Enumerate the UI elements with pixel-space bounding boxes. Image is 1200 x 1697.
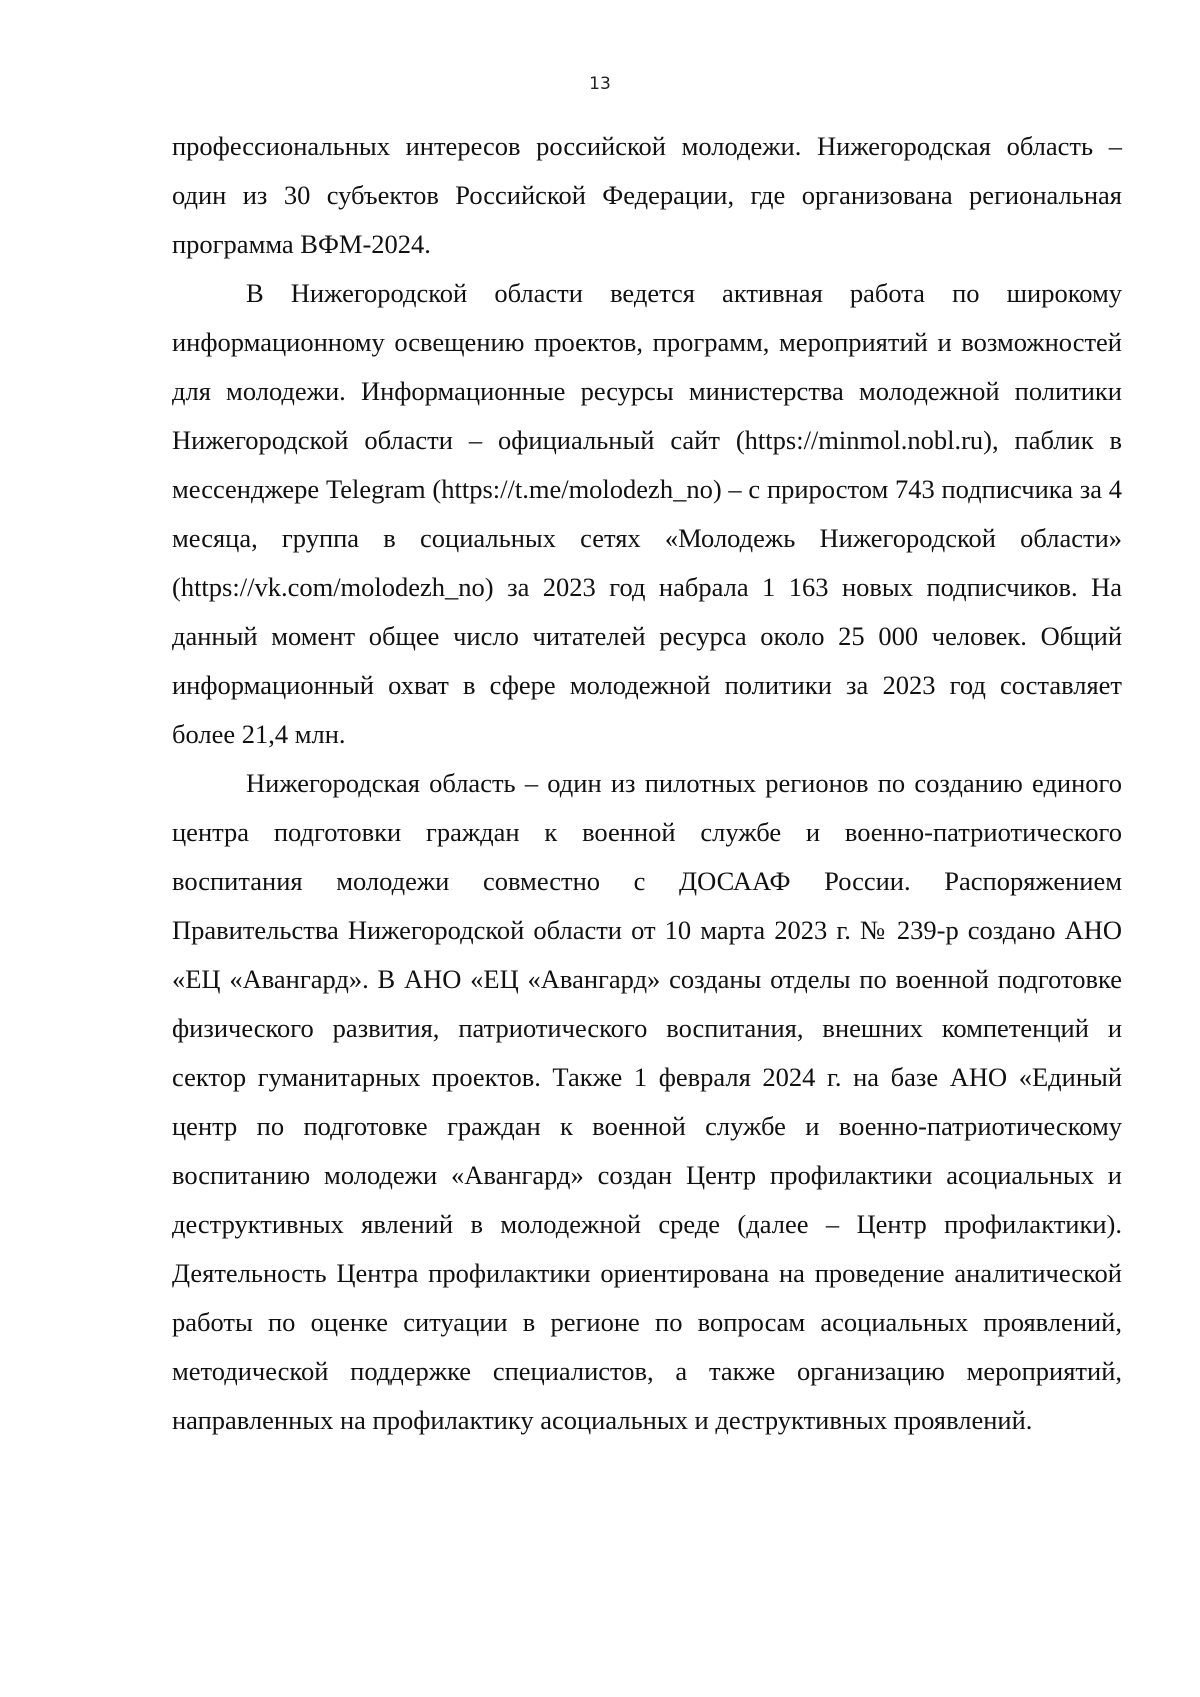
paragraph-information-resources: В Нижегородской области ведется активная работа по широкому информационному освещению проектов, программ, мероприятий и возможностей для молодежи. Информационные ресурсы министерства молодежной политики Нижегородской области – официальный сайт (https://minmol.nobl.ru), паблик в мессенджере Telegram (https://t.me/molodezh_no) – с приростом 743 подписчика за 4 месяца, группа в социальных сетях «Молодежь Нижегородской области» (https://vk.com/molodezh_no) за 2023 год набрала 1 163 новых подписчиков. На данный момент общее число читателей ресурса около 25 000 человек. Общий информационный охват в сфере молодежной политики за 2023 год составляет более 21,4 млн. bbox=[172, 278, 1122, 749]
paragraph-avangard-center: Нижегородская область – один из пилотных регионов по созданию единого центра подготовки граждан к военной службе и военно-патриотического воспитания молодежи совместно с ДОСААФ России. Распоряжением Правительства Нижегородской области от 10 марта 2023 г. № 239-р создано АНО «ЕЦ «Авангард». В АНО «ЕЦ «Авангард» созданы отделы по военной подготовке физического развития, патриотического воспитания, внешних компетенций и сектор гуманитарных проектов. Также 1 февраля 2024 г. на базе АНО «Единый центр по подготовке граждан к военной службе и военно-патриотическому воспитанию молодежи «Авангард» создан Центр профилактики асоциальных и деструктивных явлений в молодежной среде (далее – Центр профилактики). Деятельность Центра профилактики ориентирована на проведение аналитической работы по оценке ситуации в регионе по вопросам асоциальных проявлений, методической поддержке специалистов, а также организацию мероприятий, направленных на профилактику асоциальных и деструктивных проявлений. bbox=[172, 768, 1122, 1435]
paragraph-continuation: профессиональных интересов российской молодежи. Нижегородская область – один из 30 субъектов Российской Федерации, где организована региональная программа ВФМ-2024. bbox=[172, 131, 1122, 259]
document-body bbox=[172, 122, 1122, 1445]
page-number: 13 bbox=[589, 74, 611, 94]
